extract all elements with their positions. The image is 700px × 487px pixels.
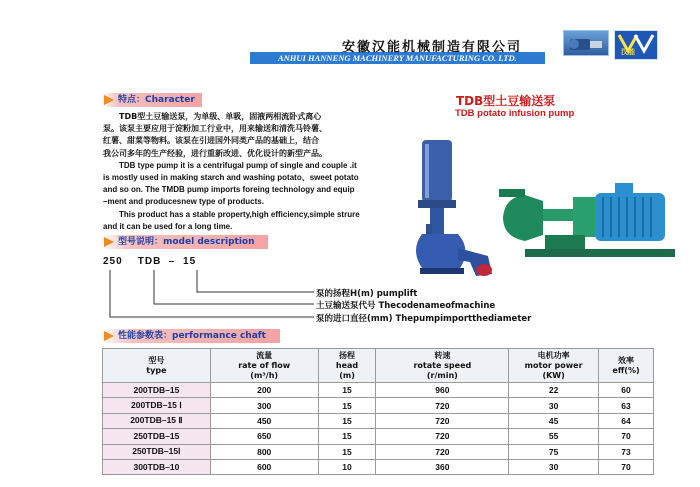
cell-flow: 600 <box>210 459 318 474</box>
header-head-cn: 扬程 <box>339 350 356 360</box>
character-line-en: This product has a stable property,high efficiency,simple strure <box>119 209 360 219</box>
header-head-unit: (m) <box>339 370 355 380</box>
cell-speed: 720 <box>376 429 509 444</box>
table-row <box>103 459 654 474</box>
character-line-en: and it can be used for a long time. <box>103 221 233 231</box>
cell-power: 45 <box>509 413 599 428</box>
company-name-cn: 安徽汉能机械制造有限公司 <box>342 40 523 55</box>
cell-type: 250TDB–15Ⅰ <box>103 444 211 459</box>
model-note-diameter: 泵的进口直径(mm) Thepumpimportthediameter <box>316 314 532 324</box>
cell-flow: 800 <box>210 444 318 459</box>
header-speed <box>376 349 509 383</box>
product-title-en: TDB potato infusion pump <box>455 108 575 119</box>
cell-eff: 60 <box>599 383 654 398</box>
cell-head: 10 <box>318 459 376 474</box>
performance-heading-label: 性能参数表：performance chaft <box>118 331 266 341</box>
character-line-en: and so on. The TMDB pump imports foreing technology and equip <box>103 185 355 195</box>
cell-power: 30 <box>509 459 599 474</box>
cell-power: 55 <box>509 429 599 444</box>
character-line-cn: 我公司多年的生产经验，进行重新改进、优化设计的新型产品。 <box>103 148 327 158</box>
arrow-icon <box>104 331 114 341</box>
cell-speed: 960 <box>376 383 509 398</box>
header-flow-cn: 流量 <box>256 350 273 360</box>
header-eff <box>599 349 654 383</box>
cell-type: 250TDB–15 <box>103 429 211 444</box>
header-head <box>318 349 376 383</box>
character-line-cn: 红薯、甜菜等物料。该泵在引进国外同类产品的基础上，结合 <box>103 136 319 146</box>
arrow-icon <box>104 95 114 105</box>
company-name-en: ANHUI HANNENG MACHINERY MANUFACTURING CO. LTD. <box>278 53 517 63</box>
cell-head: 15 <box>318 383 376 398</box>
logo-text: 汉能 <box>621 48 635 56</box>
cell-eff: 64 <box>599 413 654 428</box>
character-line-cn: 泵。该泵主要应用于淀粉加工行业中，用来输送和清洗马铃薯、 <box>103 124 327 134</box>
character-line-en: TDB type pump it is a centrifugal pump of single and couple .it <box>119 160 357 170</box>
cell-head: 15 <box>318 398 376 413</box>
header-type-cn: 型号 <box>148 355 165 365</box>
header-flow <box>210 349 318 383</box>
header-speed-cn: 转速 <box>434 350 451 360</box>
product-title-cn: TDB型土豆输送泵 <box>456 94 556 108</box>
cell-type: 300TDB–10 <box>103 459 211 474</box>
cell-eff: 70 <box>599 459 654 474</box>
cell-flow: 200 <box>210 383 318 398</box>
model-connector-lines <box>100 262 320 332</box>
character-paragraph <box>103 111 395 233</box>
model-heading-label: 型号说明：model description <box>118 237 255 247</box>
table-row <box>103 444 654 459</box>
header-power-unit: (KW) <box>542 370 565 380</box>
cell-speed: 720 <box>376 444 509 459</box>
cell-speed: 720 <box>376 413 509 428</box>
table-row <box>103 398 654 413</box>
character-line-en: is mostly used in making starch and washing potato、sweet potato <box>103 173 359 183</box>
vertical-pump-image <box>400 130 505 280</box>
cell-type: 200TDB–15 Ⅰ <box>103 398 211 413</box>
cell-type: 200TDB–15 <box>103 383 211 398</box>
cell-speed: 720 <box>376 398 509 413</box>
cell-power: 30 <box>509 398 599 413</box>
character-line-en: –ment and producesnew type of products. <box>103 197 264 207</box>
header-head-en: head <box>335 360 359 370</box>
pump-thumbnail-image <box>563 30 609 56</box>
model-code: 250 TDB – 15 <box>103 256 197 267</box>
header-power-en: motor power <box>524 360 583 370</box>
header-type-en: type <box>146 365 167 375</box>
character-heading-label: 特点：Character <box>118 95 195 105</box>
model-note-head: 泵的扬程H(m) pumplift <box>316 289 418 299</box>
header-power <box>509 349 599 383</box>
cell-head: 15 <box>318 444 376 459</box>
character-line-cn: TDB型土豆输送泵，为单级、单吸，固液两相流卧式离心 <box>119 112 322 121</box>
model-heading <box>100 235 268 249</box>
header-eff-cn: 效率 <box>618 355 635 365</box>
cell-eff: 70 <box>599 429 654 444</box>
header-eff-en: eff(%) <box>612 365 640 375</box>
cell-power: 75 <box>509 444 599 459</box>
arrow-icon <box>104 237 114 247</box>
cell-flow: 650 <box>210 429 318 444</box>
horizontal-pump-image <box>495 175 680 265</box>
cell-power: 22 <box>509 383 599 398</box>
cell-flow: 300 <box>210 398 318 413</box>
performance-table <box>102 348 654 475</box>
character-heading <box>100 93 202 107</box>
cell-speed: 360 <box>376 459 509 474</box>
model-note-code: 土豆输送泵代号 Thecodenameofmachine <box>316 301 496 311</box>
cell-head: 15 <box>318 413 376 428</box>
cell-eff: 63 <box>599 398 654 413</box>
header-power-cn: 电机功率 <box>537 350 570 360</box>
table-row <box>103 413 654 428</box>
header-flow-en: rate of flow <box>238 360 291 370</box>
header-flow-unit: (m³/h) <box>250 370 279 380</box>
cell-type: 200TDB–15 Ⅱ <box>103 413 211 428</box>
page-header <box>0 0 700 64</box>
table-row <box>103 429 654 444</box>
table-header-row <box>103 349 654 383</box>
header-speed-en: rotate speed <box>413 360 472 370</box>
cell-flow: 450 <box>210 413 318 428</box>
table-row <box>103 383 654 398</box>
table-body <box>103 383 654 475</box>
company-logo <box>614 30 658 60</box>
header-speed-unit: (r/min) <box>426 370 458 380</box>
header-type <box>103 349 211 383</box>
cell-eff: 73 <box>599 444 654 459</box>
performance-heading <box>100 329 280 343</box>
cell-head: 15 <box>318 429 376 444</box>
